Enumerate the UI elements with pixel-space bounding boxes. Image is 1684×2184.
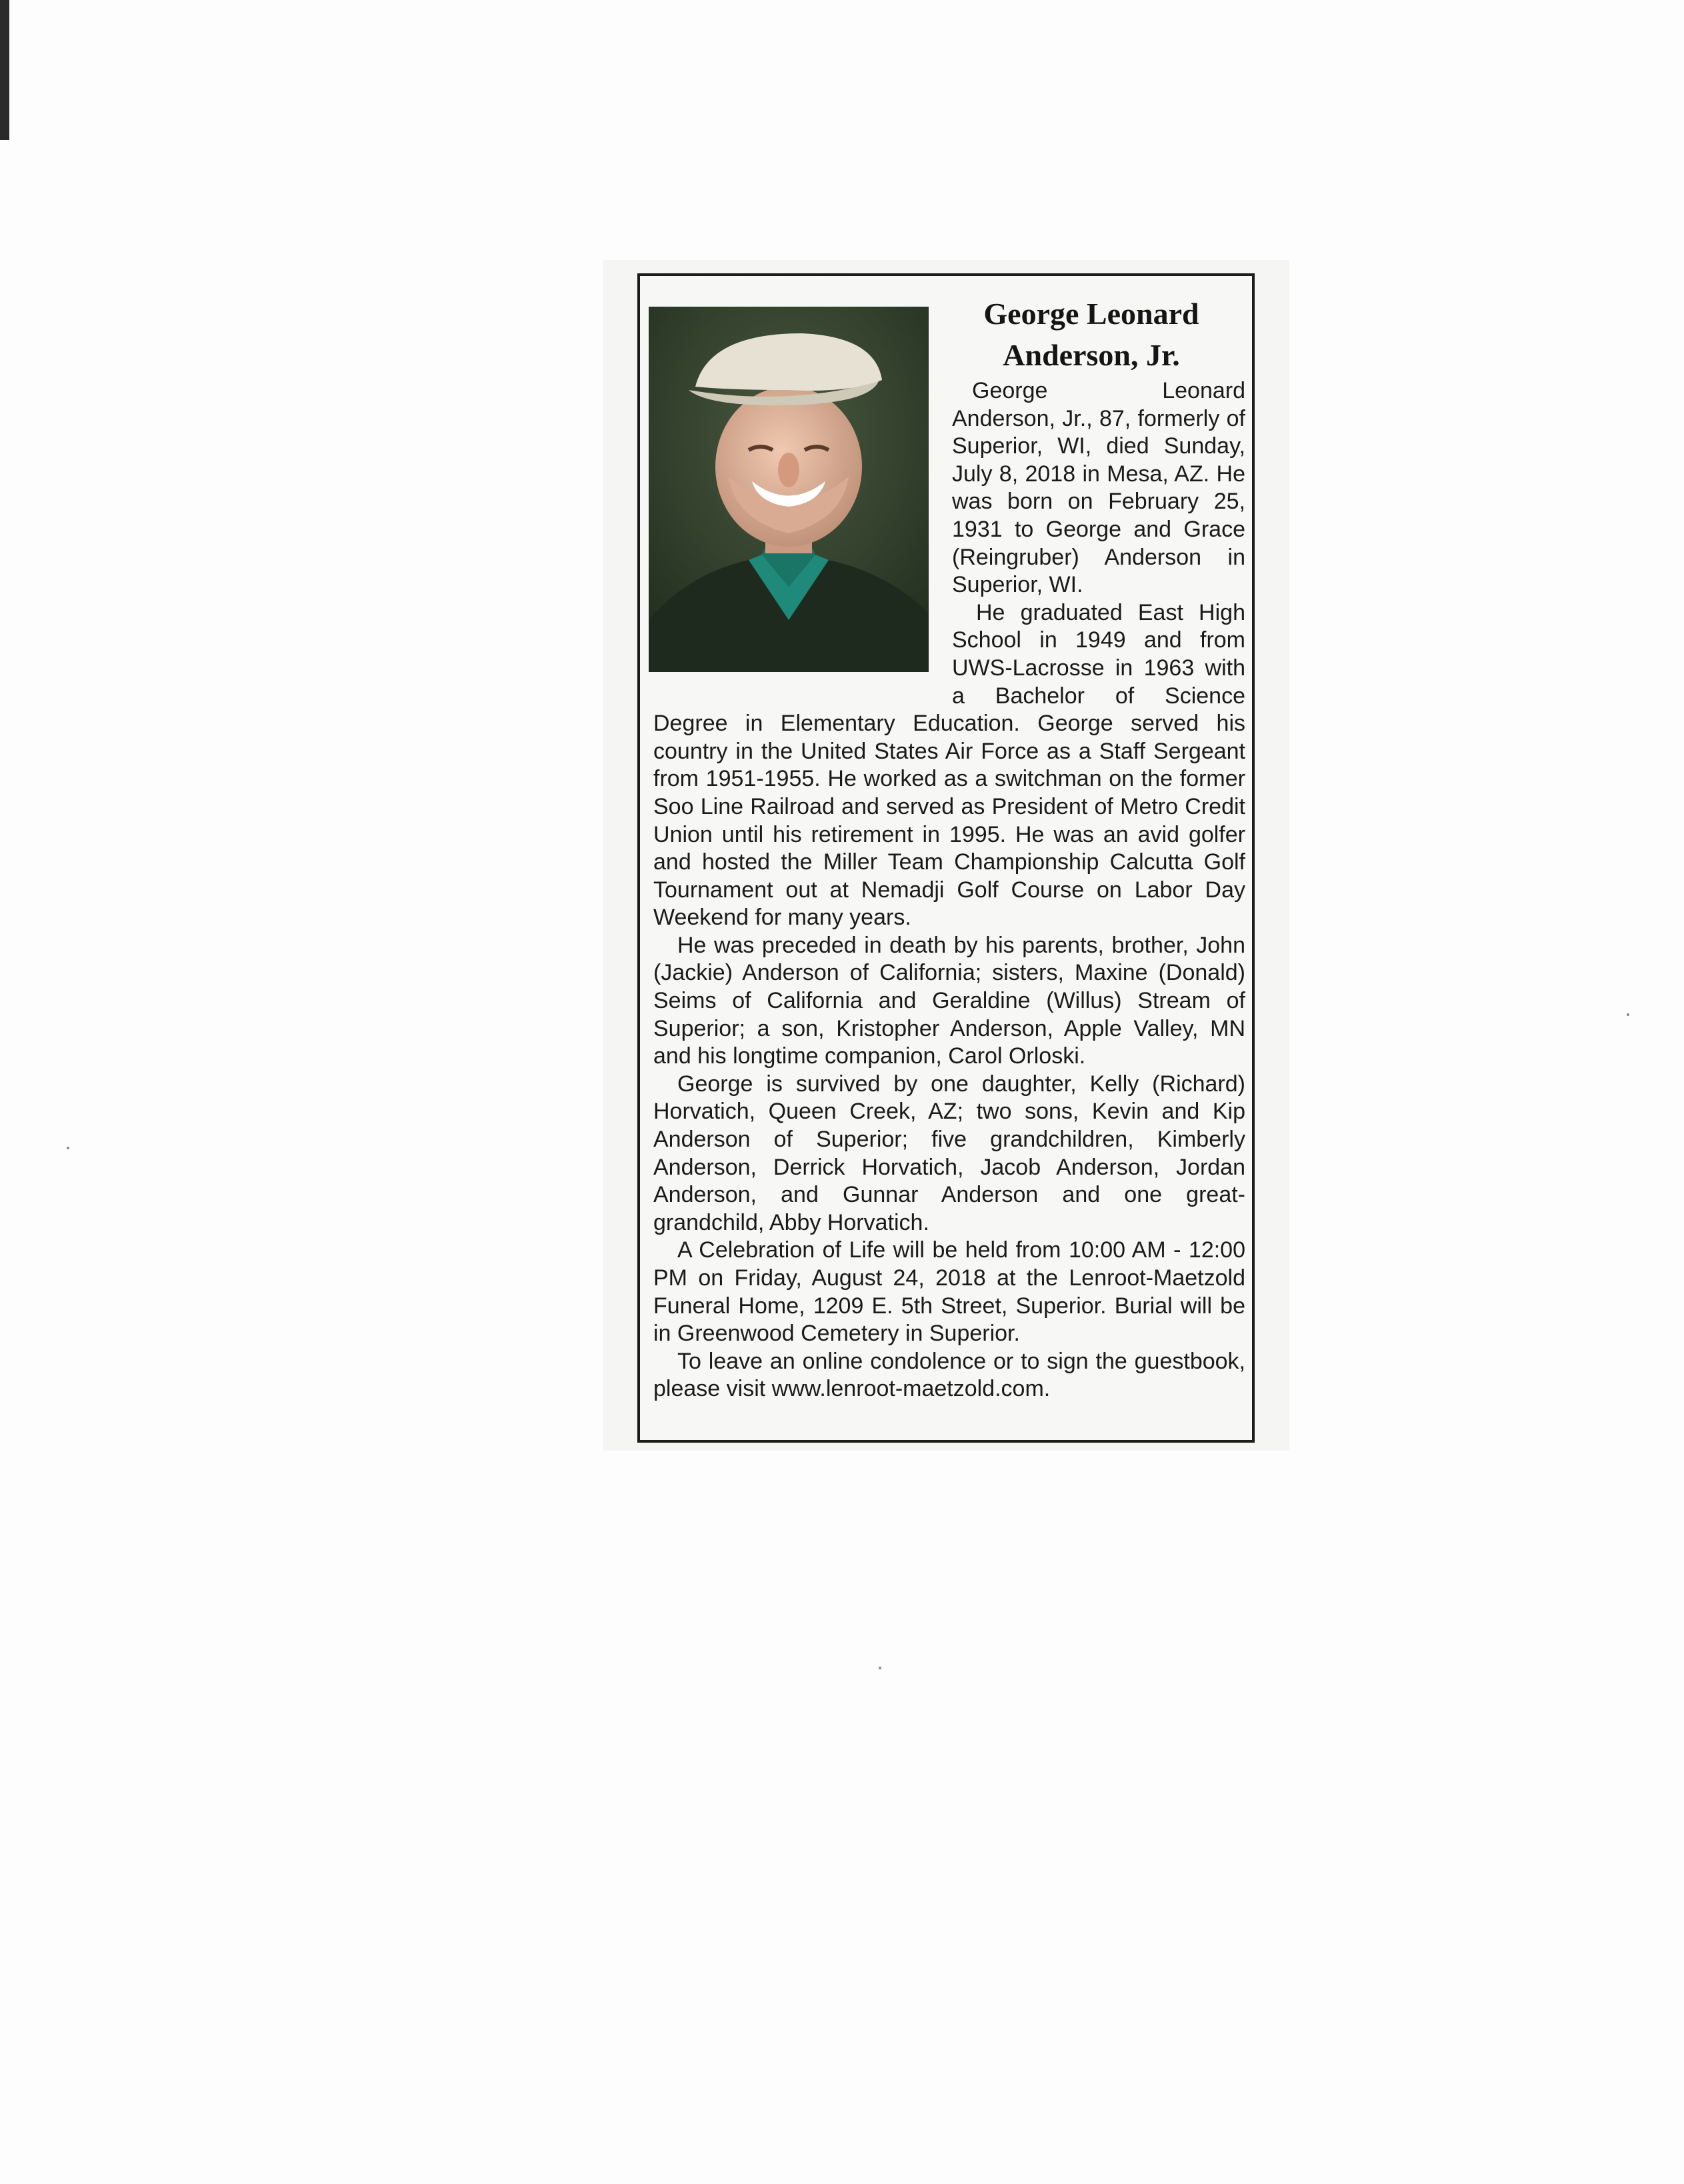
title-line-2: Anderson, Jr. xyxy=(1003,338,1180,372)
obituary-title xyxy=(935,293,1248,376)
obituary-paragraph-service: A Celebration of Life will be held from 10:00 AM - 12:00 PM on Friday, August 24, 2018 at the Lenroot-Maetzold Funeral Home, 1209 E. 5th Street, Superior. Burial will be in Greenwood Cemetery in Superior. xyxy=(653,1237,1245,1347)
obituary-paragraph-survived: George is survived by one daughter, Kelly (Richard) Horvatich, Queen Creek, AZ; two sons, Kevin and Kip Anderson of Superior; five grandchildren, Kimberly Anderson, Derrick Horvatich, Jacob Anderson, Jordan Anderson, and Gunnar Anderson and one great-grandchild, Abby Horvatich. xyxy=(653,1071,1245,1235)
title-line-1: George Leonard xyxy=(983,297,1199,331)
scan-speck xyxy=(67,1147,69,1149)
scanner-edge xyxy=(0,0,9,140)
obituary-paragraph-condolence: To leave an online condolence or to sign the guestbook, please visit www.lenroot-maetzold.com. xyxy=(653,1348,1245,1402)
obituary-paragraph-death-notice: George Leonard Anderson, Jr., 87, formerly of Superior, WI, died Sunday, July 8, 2018 in Mesa, AZ. He was born on February 25, 1931 to George and Grace (Reingruber) Anderson in Superior, WI. xyxy=(952,378,1245,598)
obituary-paragraph-preceded: He was preceded in death by his parents, brother, John (Jackie) Anderson of California; sisters, Maxine (Donald) Seims of California and Geraldine (Willus) Stream of Superior; a son, Kristopher Anderson, Apple Valley, MN and his longtime companion, Carol Orloski. xyxy=(653,932,1245,1069)
scan-speck xyxy=(879,1667,881,1669)
obituary-body xyxy=(653,377,1245,1403)
obituary-paragraph-career: He graduated East High School in 1949 and from UWS-Lacrosse in 1963 with a Bachelor of Science Degree in Elementary Education. George served his country in the United States Air Force as a Staff Sergeant from 1951-1955. He worked as a switchman on the former Soo Line Railroad and served as President of Metro Credit Union until his retirement in 1995. He was an avid golfer and hosted the Miller Team Championship Calcutta Golf Tournament out at Nemadji Golf Course on Labor Day Weekend for many years. xyxy=(653,599,1245,931)
scan-speck xyxy=(1627,1013,1629,1016)
